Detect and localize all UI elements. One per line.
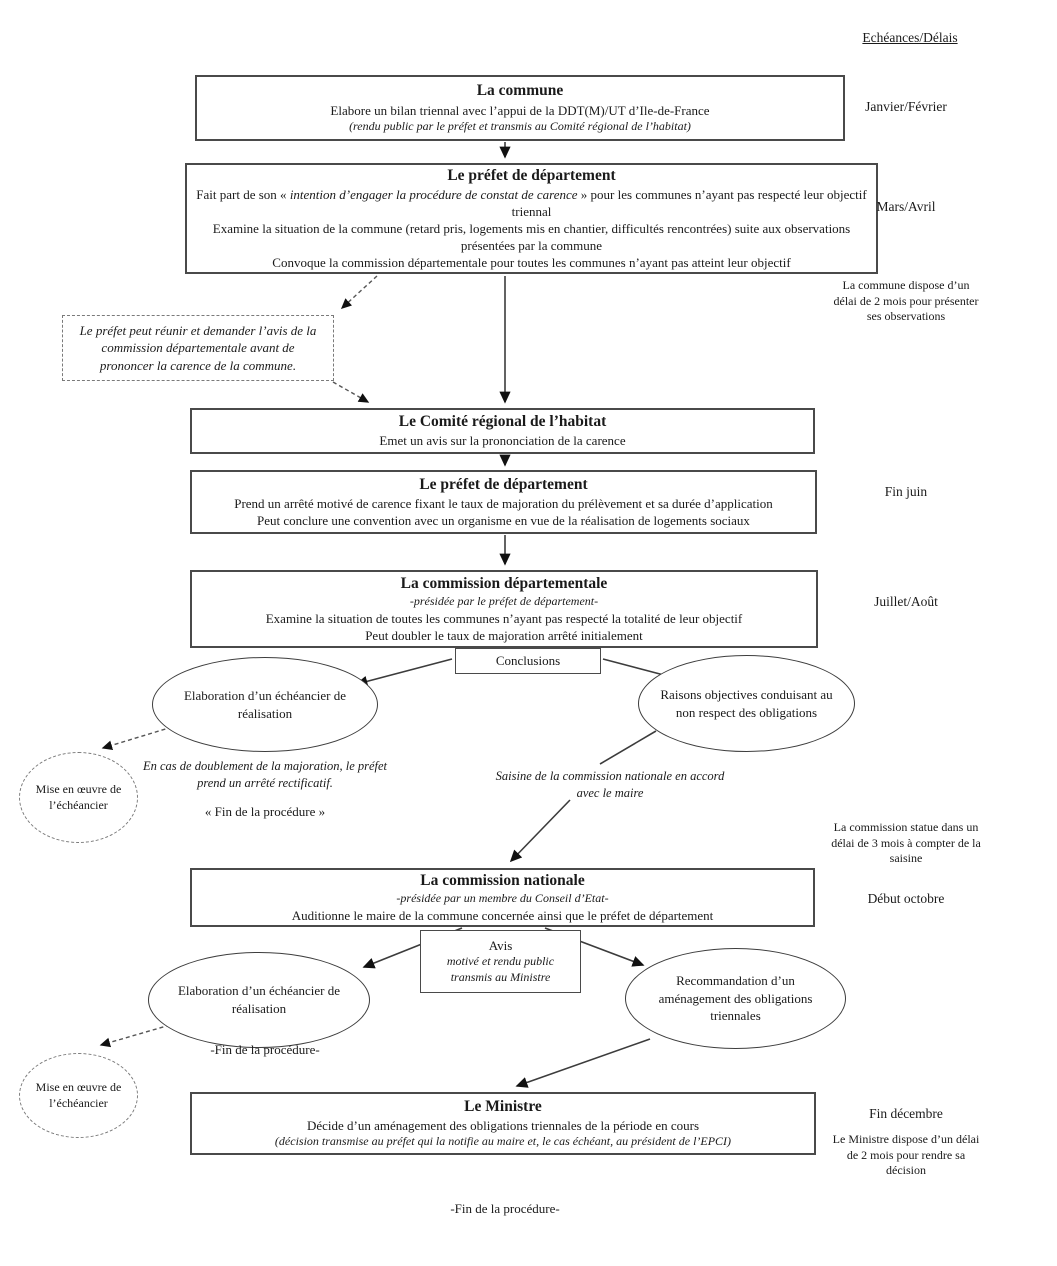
box-prefet1-line3: Convoque la commission départementale pour toutes les communes n’ayant pas atteint leur objectif [272, 255, 791, 271]
box-prefet1-line1 [195, 186, 868, 220]
ellipse-mise-en-oeuvre-1 [19, 752, 138, 843]
box-comite-regional [190, 408, 815, 454]
ellipse-recommandation [625, 948, 846, 1049]
prefet1-seg-pre: Fait part de son « [196, 186, 290, 202]
box-avis [420, 930, 581, 993]
box-commnat-line1: Auditionne le maire de la commune concernée ainsi que le préfet de département [291, 907, 714, 923]
box-commune-title: La commune [476, 82, 564, 100]
timeline-note-observations: La commune dispose d’un délai de 2 mois pour présenter ses observations [833, 278, 979, 324]
ellipse-echeancier-2-label: Elaboration d’un échéancier de réalisation [177, 983, 341, 1016]
box-commune-line1: Elabore un bilan triennal avec l’appui de la DDT(M)/UT d’Ile-de-France [330, 102, 710, 118]
conclusions-label: Conclusions [495, 653, 561, 669]
aside-text: Le préfet peut réunir et demander l’avis de la commission départementale avant de prononcer la carence de la commune. [79, 322, 317, 373]
ellipse-recommandation-label: Recommandation d’un aménagement des obligations triennales [658, 973, 813, 1024]
ellipse-mise-en-oeuvre-2 [19, 1053, 138, 1138]
box-prefet-departement-1 [185, 163, 878, 274]
timeline-fin-juin: Fin juin [884, 484, 928, 499]
arrow-saisine-segment2 [511, 800, 570, 861]
ellipse-raisons-objectives [638, 655, 855, 752]
box-ministre-title: Le Ministre [464, 1097, 542, 1115]
prefet1-seg-italic: intention d’engager la procédure de constat de carence [289, 186, 578, 202]
arrow-to-ministre [517, 1039, 650, 1086]
dashed-arrow-to-mise2 [101, 1025, 170, 1045]
dashed-arrow-to-aside [342, 276, 377, 308]
box-commune-note: (rendu public par le préfet et transmis au Comité régional de l’habitat) [349, 118, 691, 133]
ellipse-raisons-label: Raisons objectives conduisant au non respect des obligations [660, 686, 833, 720]
box-commune [195, 75, 845, 141]
note-doublement: En cas de doublement de la majoration, le préfet prend un arrêté rectificatif. [142, 759, 388, 790]
box-commnat-title: La commission nationale [420, 871, 585, 889]
box-commdept-line1: Examine la situation de toutes les communes n’ayant pas respecté la totalité de leur objectif [265, 610, 743, 626]
timeline-juillet-aout: Juillet/Août [874, 594, 938, 609]
box-comite-line1: Emet un avis sur la prononciation de la carence [379, 433, 626, 449]
box-commnat-subtitle: -présidée par un membre du Conseil d’Etat- [396, 891, 609, 906]
box-commission-departementale [190, 570, 818, 648]
ellipse-echeancier-1-label: Elaboration d’un échéancier de réalisation [183, 687, 347, 721]
box-conclusions [455, 648, 601, 674]
box-commission-nationale [190, 868, 815, 927]
timeline-header: Echéances/Délais [862, 30, 958, 45]
avis-title: Avis [488, 938, 513, 954]
note-fin-procedure-1: « Fin de la procédure » [204, 804, 326, 819]
note-fin-procedure-2: -Fin de la procédure- [210, 1042, 320, 1057]
box-commdept-line2: Peut doubler le taux de majoration arrêté initialement [365, 627, 643, 643]
timeline-debut-octobre: Début octobre [867, 891, 945, 906]
box-commdept-subtitle: -présidée par le préfet de département- [409, 594, 599, 608]
note-fin-procedure-final: -Fin de la procédure- [450, 1201, 560, 1216]
box-ministre-note: (décision transmise au préfet qui la notifie au maire et, le cas échéant, au président de l’EPCI) [274, 1134, 732, 1149]
ellipse-echeancier-1 [152, 657, 378, 752]
box-prefet2-line2: Peut conclure une convention avec un organisme en vue de la réalisation de logements sociaux [257, 513, 750, 529]
timeline-mars-avril: Mars/Avril [876, 199, 936, 214]
box-ministre-line1: Décide d’un aménagement des obligations triennales de la période en cours [306, 1118, 700, 1134]
arrow-saisine-segment1 [600, 731, 656, 764]
note-saisine: Saisine de la commission nationale en accord avec le maire [495, 769, 725, 800]
mise-en-oeuvre-2-label: Mise en œuvre de l’échéancier [35, 1079, 122, 1110]
timeline-note-ministre-delai: Le Ministre dispose d’un délai de 2 mois pour rendre sa décision [832, 1132, 980, 1178]
ellipse-echeancier-2 [148, 952, 370, 1048]
box-comite-title: Le Comité régional de l’habitat [398, 413, 607, 431]
avis-body: motivé et rendu public transmis au Ministre [446, 954, 555, 985]
prefet1-seg-post: » pour les communes n’ayant pas respecté leur objectif triennal [511, 186, 867, 219]
mise-en-oeuvre-1-label: Mise en œuvre de l’échéancier [35, 781, 122, 812]
dashed-arrow-aside-to-comite [333, 382, 368, 402]
box-prefet1-line2: Examine la situation de la commune (retard pris, logements mis en chantier, difficultés rencontrées) suite aux observations présentées par la commune [212, 221, 851, 254]
box-ministre [190, 1092, 816, 1155]
box-prefet2-line1: Prend un arrêté motivé de carence fixant le taux de majoration du prélèvement et sa durée d’application [234, 495, 773, 511]
timeline-note-commission-statue: La commission statue dans un délai de 3 mois à compter de la saisine [831, 820, 981, 866]
box-prefet-departement-2 [190, 470, 817, 534]
box-commdept-title: La commission départementale [400, 574, 608, 592]
box-prefet2-title: Le préfet de département [419, 475, 588, 493]
arrow-conclusions-left [357, 659, 452, 684]
box-prefet1-title: Le préfet de département [447, 166, 616, 184]
timeline-fin-decembre: Fin décembre [869, 1106, 943, 1121]
dashed-arrow-to-mise1 [103, 727, 172, 748]
aside-prefet-commission [62, 315, 334, 381]
timeline-janvier-fevrier: Janvier/Février [865, 99, 947, 114]
